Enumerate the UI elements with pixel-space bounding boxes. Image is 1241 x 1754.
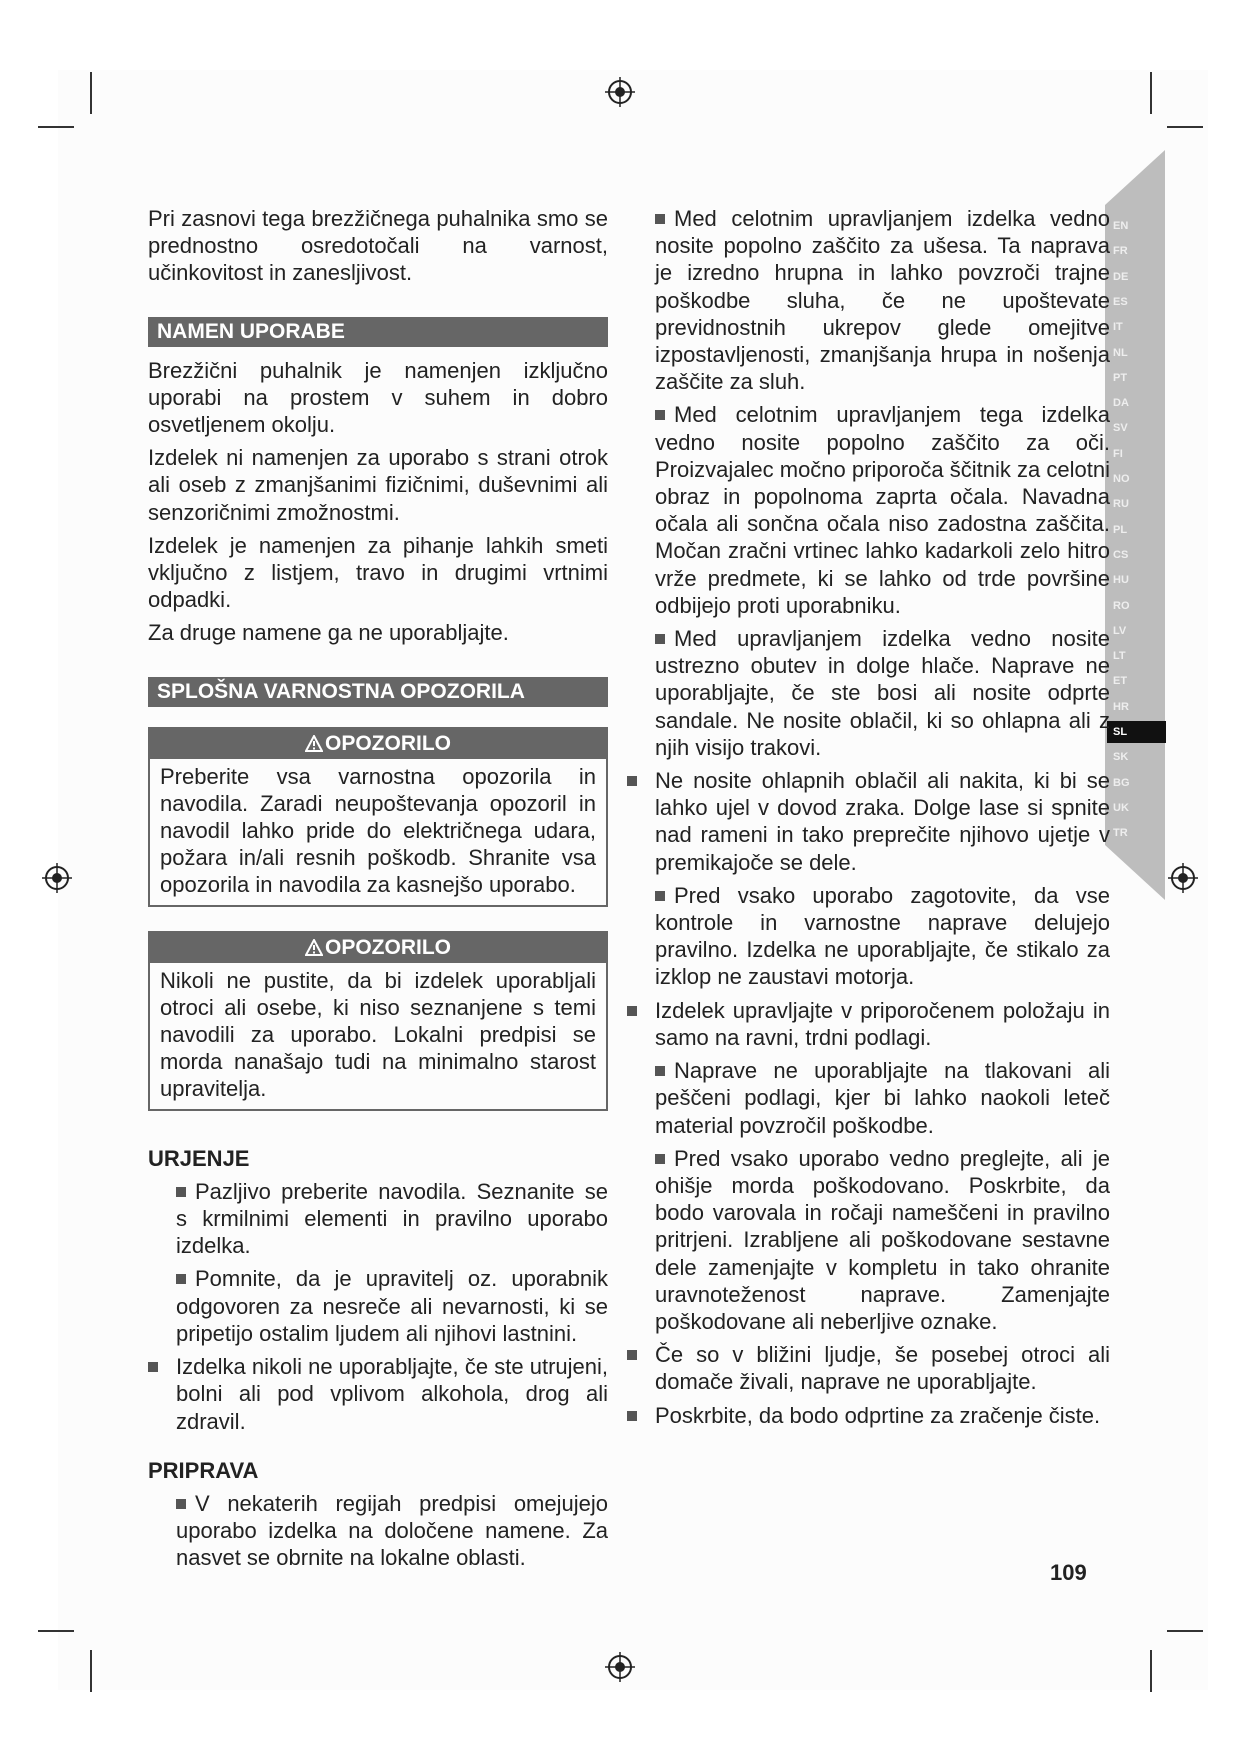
language-tab-uk: UK	[1113, 801, 1129, 814]
bullet-icon	[627, 776, 637, 786]
bullet-icon	[627, 1350, 637, 1360]
crop-mark	[1150, 1650, 1152, 1692]
registration-mark-icon	[605, 77, 635, 107]
section-heading-varnostna-opozorila: SPLOŠNA VARNOSTNA OPOZORILA	[148, 677, 608, 707]
list-item-text: V nekaterih regijah predpisi omejujejo uporabo izdelka na določene namene. Za nasvet se obrnite na lokalne oblasti.	[176, 1490, 608, 1571]
list-item	[627, 1341, 1110, 1395]
registration-mark-icon	[1168, 863, 1198, 893]
language-tab-en: EN	[1113, 220, 1129, 232]
page-number: 109	[1050, 1560, 1087, 1585]
bullet-icon	[655, 891, 665, 901]
list-item-text: Pomnite, da je upravitelj oz. uporabnik odgovoren za nesreče ali nevarnosti, ki se pripetijo ostalim ljudem ali njihovi lastnini.	[176, 1266, 608, 1346]
language-tab-pl: PL	[1113, 523, 1128, 536]
language-tab-es: ES	[1113, 295, 1128, 308]
list-item	[655, 205, 1110, 395]
crop-mark	[1167, 126, 1203, 128]
list-item-text: Pazljivo preberite navodila. Seznanite se s krmilnimi elementi in pravilno uporabo izdelka.	[176, 1178, 608, 1259]
crop-mark	[1150, 72, 1152, 114]
bullet-icon	[655, 410, 665, 420]
language-tab-it: IT	[1113, 321, 1123, 334]
bullet-icon	[627, 1411, 637, 1421]
language-tab-nl: NL	[1113, 346, 1128, 359]
list-item	[655, 1057, 1110, 1139]
list-item	[148, 1353, 608, 1435]
bullet-icon	[176, 1274, 186, 1284]
warning-text: Nikoli ne pustite, da bi izdelek uporabljali otroci ali osebe, ki niso seznanjene s temi navodili za uporabo. Lokalni predpisi se morda nanašajo tudi na minimalno starost upravitelja.	[160, 967, 596, 1102]
paragraph: Za druge namene ga ne uporabljajte.	[148, 620, 509, 646]
language-tab-fr: FR	[1113, 245, 1128, 258]
list-item	[627, 1402, 1110, 1429]
language-tab-hu: HU	[1113, 574, 1129, 587]
language-tab-ro: RO	[1113, 599, 1130, 612]
language-tab-hr: HR	[1113, 700, 1129, 713]
list-item-text: Med celotnim upravljanjem tega izdelka vedno nosite popolno zaščito za oči. Proizvajalec močno priporoča ščitnik za celotni obraz in popolnoma zaprta očala. Navadna očala ali sončna očala niso zadostna zaščita. Močan zračni vrtinec lahko kadarkoli zelo hitro vrže predmete, ki se lahko od trde površine odbijejo proti uporabniku.	[655, 402, 1110, 618]
bullet-icon	[655, 214, 665, 224]
right-column	[655, 205, 1110, 1435]
section-heading-namen-uporabe: NAMEN UPORABE	[148, 317, 608, 347]
list-item-text: Izdelka nikoli ne uporabljajte, če ste utrujeni, bolni ali pod vplivom alkohola, drog ali zdravil.	[176, 1354, 608, 1434]
language-tab-cs: CS	[1113, 548, 1129, 561]
left-column	[148, 205, 608, 1578]
list-item-text: Izdelek upravljajte v priporočenem položaju in samo na ravni, trdni podlagi.	[655, 997, 1110, 1050]
list-item-text: Med upravljanjem izdelka vedno nosite ustrezno obutev in dolge hlače. Naprave ne uporabljajte, če ste bosi ali nosite odprte sandale. Ne nosite oblačil, ki so ohlapna ali z njih visijo trakovi.	[655, 626, 1110, 760]
language-tab-de: DE	[1113, 270, 1129, 283]
language-tab-sl: SL	[1107, 721, 1166, 743]
bullet-icon	[627, 1006, 637, 1016]
paragraph: Izdelek ni namenjen za uporabo s strani otrok ali oseb z zmanjšanimi fizičnimi, duševnimi ali senzoričnimi zmožnostmi.	[148, 445, 608, 525]
list-item-text: Poskrbite, da bodo odprtine za zračenje čiste.	[655, 1402, 1101, 1428]
warning-text: Preberite vsa varnostna opozorila in navodila. Zaradi neupoštevanja opozoril in navodil lahko pride do električnega udara, požara in/ali resnih poškodb. Shranite vsa opozorila in navodila za kasnejšo uporabo.	[160, 763, 596, 898]
warning-header	[150, 729, 606, 759]
language-tab-tr: TR	[1113, 827, 1128, 840]
list-item	[627, 997, 1110, 1051]
subheading-priprava: PRIPRAVA	[148, 1457, 259, 1483]
intro-text: Pri zasnovi tega brezžičnega puhalnika smo se prednostno osredotočali na varnost, učinkovitost in zanesljivost.	[148, 206, 608, 286]
warning-icon	[305, 939, 323, 957]
warning-box	[148, 727, 608, 907]
paragraph: Brezžični puhalnik je namenjen izključno uporabi na prostem v suhem in dobro osvetljenem okolju.	[148, 357, 608, 438]
list-item	[148, 1178, 608, 1260]
language-tab-pt: PT	[1113, 371, 1128, 384]
crop-mark	[90, 72, 92, 114]
registration-mark-icon	[605, 1652, 635, 1682]
list-item-text: Ne nosite ohlapnih oblačil ali nakita, ki bi se lahko ujel v dovod zraka. Dolge lase si spnite nad rameni in tako preprečite njihovo ujetje v premikajoče se dele.	[655, 768, 1110, 875]
language-tab-no: NO	[1113, 473, 1130, 485]
list-item-text: Če so v bližini ljudje, še posebej otroci ali domače živali, naprave ne uporabljajte.	[655, 1342, 1110, 1395]
language-tab-lt: LT	[1113, 650, 1126, 663]
list-item	[148, 1490, 608, 1572]
language-tab-ru: RU	[1113, 498, 1129, 511]
warning-title: OPOZORILO	[325, 935, 451, 959]
bullet-icon	[655, 1154, 665, 1164]
crop-mark	[1167, 1630, 1203, 1632]
crop-mark	[38, 126, 74, 128]
language-tab-bg: BG	[1113, 776, 1130, 789]
bullet-icon	[176, 1499, 186, 1509]
bullet-icon	[655, 634, 665, 644]
list-item	[655, 882, 1110, 991]
list-item-text: Med celotnim upravljanjem izdelka vedno nosite popolno zaščito za ušesa. Ta naprava je izredno hrupna in lahko povzroči trajne poškodbe sluha, če ne upoštevate previdnostnih ukrepov glede omejitve izpostavljenosti, zmanjšanja hrupa in nošenja zaščite za sluh.	[655, 206, 1110, 395]
language-tabs	[1107, 152, 1170, 897]
warning-title: OPOZORILO	[325, 731, 451, 755]
warning-box	[148, 931, 608, 1111]
registration-mark-icon	[42, 863, 72, 893]
bullet-icon	[148, 1362, 158, 1372]
crop-mark	[38, 1630, 74, 1632]
list-item	[655, 401, 1110, 619]
list-item	[655, 1145, 1110, 1335]
list-item-text: Pred vsako uporabo zagotovite, da vse kontrole in varnostne naprave delujejo pravilno. Izdelka ne uporabljajte, če stikalo za izklop ne zaustavi motorja.	[655, 882, 1110, 990]
list-item-text: Pred vsako uporabo vedno preglejte, ali je ohišje morda poškodovano. Poskrbite, da bodo varovala in ročaji nameščeni in pravilno pritrjeni. Izrabljene ali poškodovane sestavne dele zamenjajte v kompletu in tako ohranite uravnoteženost naprave. Zamenjajte poškodovane ali neberljive oznake.	[655, 1145, 1110, 1334]
language-tab-sv: SV	[1113, 422, 1128, 435]
bullet-icon	[176, 1187, 186, 1197]
paragraph: Izdelek je namenjen za pihanje lahkih smeti vključno z listjem, travo in drugimi vrtnimi odpadki.	[148, 532, 608, 613]
list-item-text: Naprave ne uporabljajte na tlakovani ali peščeni podlagi, kjer bi lahko naokoli leteč material povzročil poškodbe.	[655, 1058, 1110, 1138]
list-item	[148, 1265, 608, 1347]
language-tab-da: DA	[1113, 397, 1129, 410]
list-item	[627, 767, 1110, 876]
subheading-urjenje: URJENJE	[148, 1145, 250, 1171]
warning-icon	[305, 735, 323, 753]
list-item	[655, 625, 1110, 761]
language-tab-et: ET	[1113, 675, 1128, 688]
crop-mark	[90, 1650, 92, 1692]
warning-header	[150, 933, 606, 963]
bullet-icon	[655, 1066, 665, 1076]
language-tab-lv: LV	[1113, 624, 1127, 637]
language-tab-sk: SK	[1113, 751, 1129, 764]
language-tab-fi: FI	[1113, 447, 1123, 460]
